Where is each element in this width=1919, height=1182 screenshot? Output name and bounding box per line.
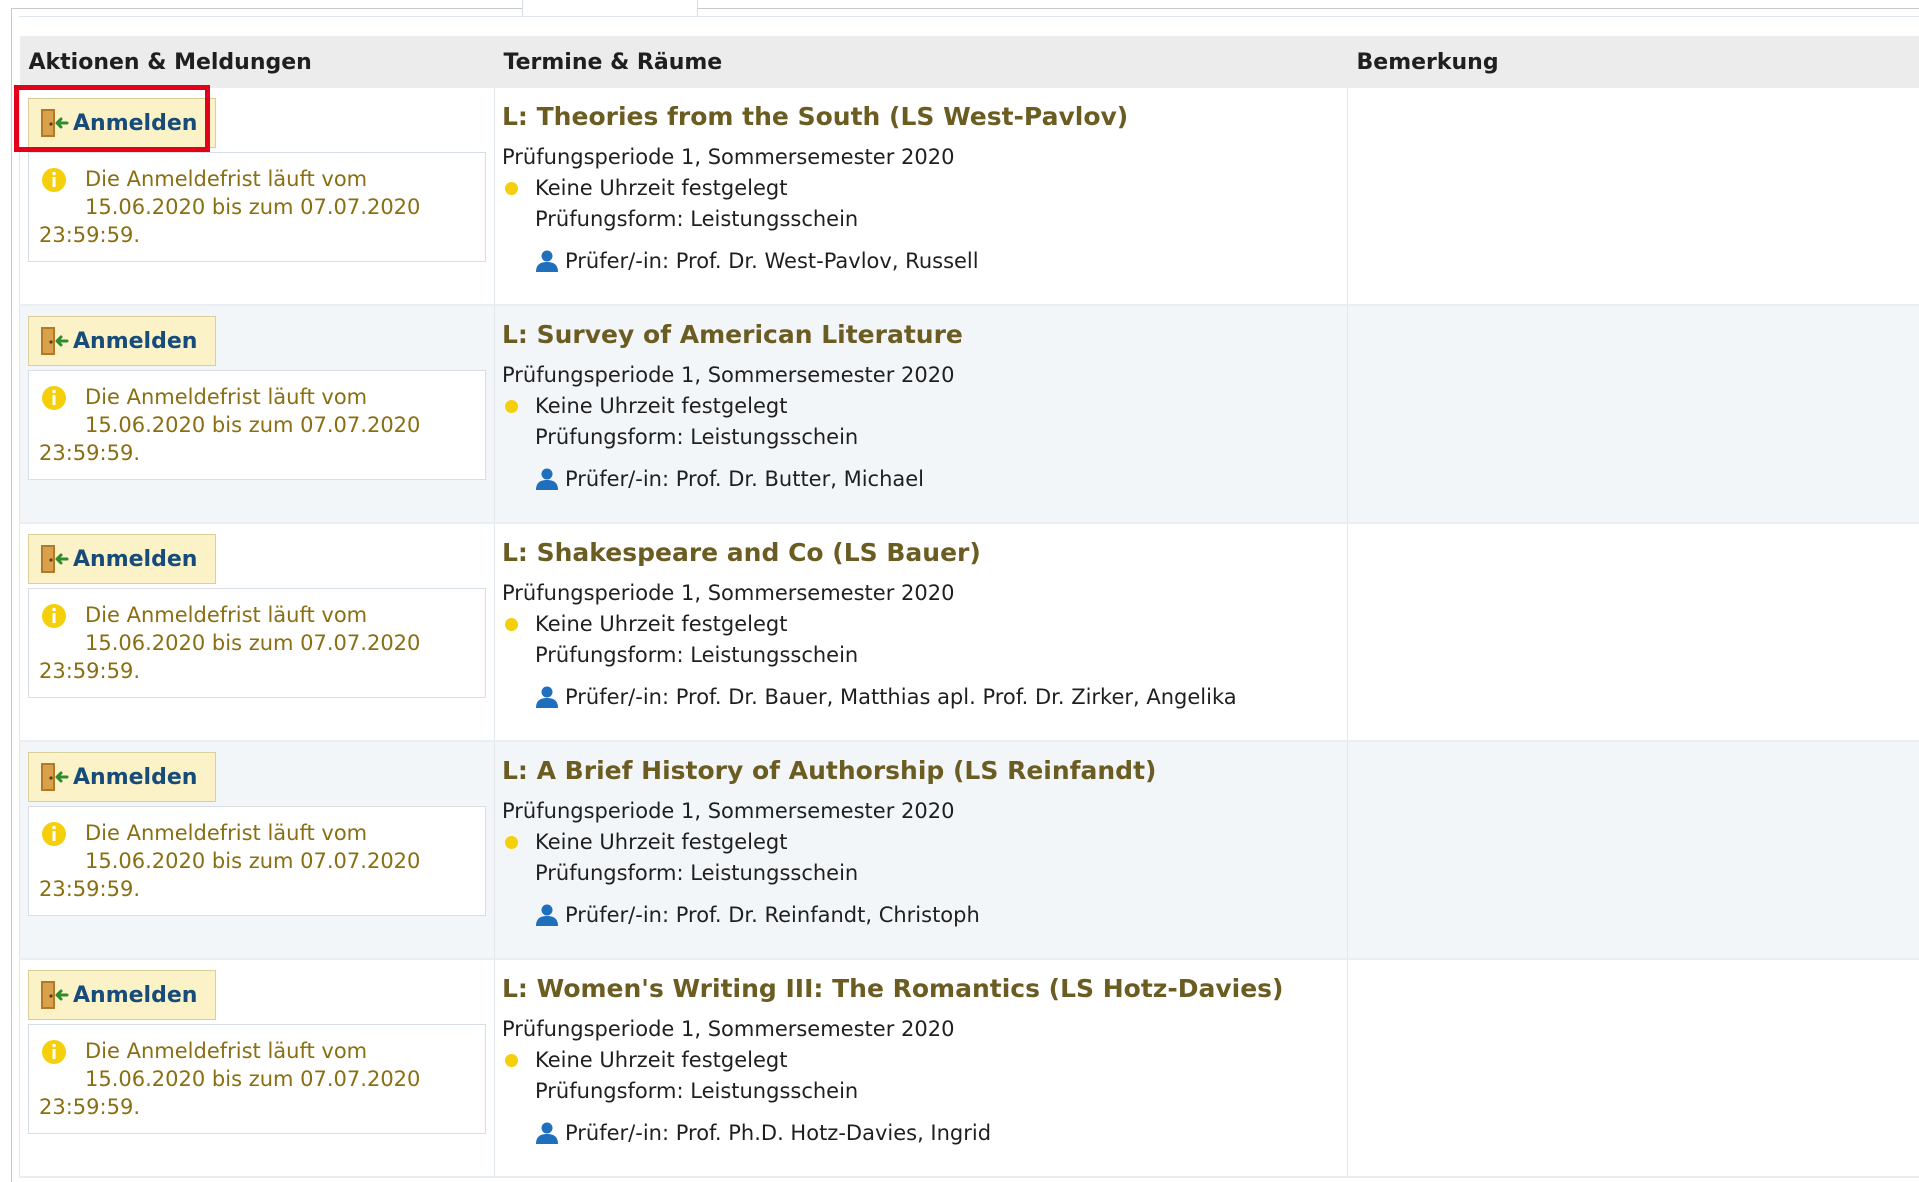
actions-cell (20, 523, 495, 741)
exam-form: Prüfungsform: Leistungsschein (535, 861, 859, 885)
exam-period: Prüfungsperiode 1, Sommersemester 2020 (502, 581, 955, 605)
register-button-label: Anmelden (73, 982, 198, 1008)
exam-form: Prüfungsform: Leistungsschein (535, 1079, 859, 1103)
remark-cell (1348, 88, 1919, 305)
actions-cell (20, 88, 495, 305)
notice-line-1: Die Anmeldefrist läuft vom (85, 167, 368, 191)
notice-line-1: Die Anmeldefrist läuft vom (85, 603, 368, 627)
person-icon (535, 903, 559, 927)
registration-notice (28, 152, 486, 262)
notice-line-3: 23:59:59. (39, 223, 140, 247)
exam-title: L: Shakespeare and Co (LS Bauer) (502, 538, 981, 567)
exam-examiner (502, 685, 1347, 709)
info-icon (41, 603, 67, 629)
dates-cell (495, 959, 1348, 1177)
register-button[interactable] (28, 98, 216, 148)
registration-notice (28, 370, 486, 480)
exam-time-text: Keine Uhrzeit festgelegt (535, 1048, 788, 1072)
exam-title: L: Theories from the South (LS West-Pavlov) (502, 102, 1129, 131)
dates-cell (495, 305, 1348, 523)
door-enter-icon (39, 107, 69, 139)
exam-title: L: Survey of American Literature (502, 320, 963, 349)
register-button-label: Anmelden (73, 764, 198, 790)
notice-line-1: Die Anmeldefrist läuft vom (85, 1039, 368, 1063)
exam-time-text: Keine Uhrzeit festgelegt (535, 612, 788, 636)
status-dot-icon (505, 400, 518, 413)
table-header-row (20, 36, 1919, 88)
register-button[interactable] (28, 970, 216, 1020)
exam-period: Prüfungsperiode 1, Sommersemester 2020 (502, 145, 955, 169)
exam-title: L: A Brief History of Authorship (LS Reinfandt) (502, 756, 1157, 785)
notice-line-2: 15.06.2020 bis zum 07.07.2020 (85, 413, 421, 437)
table-row (20, 305, 1919, 523)
table-row (20, 959, 1919, 1177)
dates-cell (495, 88, 1348, 305)
registration-notice (28, 588, 486, 698)
frame-border-top (11, 8, 1919, 9)
notice-line-1: Die Anmeldefrist läuft vom (85, 385, 368, 409)
remark-cell (1348, 959, 1919, 1177)
exam-examiner (502, 1121, 1347, 1145)
exam-form: Prüfungsform: Leistungsschein (535, 207, 859, 231)
notice-line-2: 15.06.2020 bis zum 07.07.2020 (85, 1067, 421, 1091)
examiner-text: Prüfer/-in: Prof. Ph.D. Hotz-Davies, Ingrid (565, 1121, 992, 1145)
person-icon (535, 249, 559, 273)
notice-line-3: 23:59:59. (39, 659, 140, 683)
exam-examiner (502, 903, 1347, 927)
register-button[interactable] (28, 534, 216, 584)
notice-line-3: 23:59:59. (39, 877, 140, 901)
notice-line-2: 15.06.2020 bis zum 07.07.2020 (85, 849, 421, 873)
remark-cell (1348, 523, 1919, 741)
notice-line-3: 23:59:59. (39, 441, 140, 465)
register-button-label: Anmelden (73, 110, 198, 136)
register-button[interactable] (28, 316, 216, 366)
remark-cell (1348, 741, 1919, 959)
door-enter-icon (39, 761, 69, 793)
exam-time (502, 391, 1347, 422)
registration-notice (28, 1024, 486, 1134)
register-button-label: Anmelden (73, 546, 198, 572)
status-dot-icon (505, 618, 518, 631)
exam-title: L: Women's Writing III: The Romantics (LS Hotz-Davies) (502, 974, 1284, 1003)
exam-form: Prüfungsform: Leistungsschein (535, 425, 859, 449)
actions-cell (20, 959, 495, 1177)
status-dot-icon (505, 182, 518, 195)
exam-examiner (502, 249, 1347, 273)
actions-cell (20, 741, 495, 959)
status-dot-icon (505, 1054, 518, 1067)
table-row (20, 88, 1919, 305)
examiner-text: Prüfer/-in: Prof. Dr. Bauer, Matthias apl. Prof. Dr. Zirker, Angelika (565, 685, 1237, 709)
exam-time-text: Keine Uhrzeit festgelegt (535, 394, 788, 418)
exam-time-text: Keine Uhrzeit festgelegt (535, 830, 788, 854)
door-enter-icon (39, 325, 69, 357)
register-button[interactable] (28, 752, 216, 802)
exam-form: Prüfungsform: Leistungsschein (535, 643, 859, 667)
person-icon (535, 467, 559, 491)
register-button-label: Anmelden (73, 328, 198, 354)
exam-time (502, 609, 1347, 640)
remark-cell (1348, 305, 1919, 523)
info-icon (41, 1039, 67, 1065)
header-remark: Bemerkung (1348, 36, 1919, 88)
actions-cell (20, 305, 495, 523)
door-enter-icon (39, 543, 69, 575)
person-icon (535, 1121, 559, 1145)
notice-line-3: 23:59:59. (39, 1095, 140, 1119)
examiner-text: Prüfer/-in: Prof. Dr. Reinfandt, Christoph (565, 903, 980, 927)
notice-line-2: 15.06.2020 bis zum 07.07.2020 (85, 631, 421, 655)
person-icon (535, 685, 559, 709)
table-row (20, 523, 1919, 741)
exam-period: Prüfungsperiode 1, Sommersemester 2020 (502, 799, 955, 823)
info-icon (41, 821, 67, 847)
header-dates-rooms: Termine & Räume (495, 36, 1348, 88)
examiner-text: Prüfer/-in: Prof. Dr. Butter, Michael (565, 467, 925, 491)
table-row (20, 741, 1919, 959)
dates-cell (495, 741, 1348, 959)
status-dot-icon (505, 836, 518, 849)
exam-time (502, 1045, 1347, 1076)
exam-examiner (502, 467, 1347, 491)
top-divider (19, 16, 1919, 17)
dates-cell (495, 523, 1348, 741)
exam-period: Prüfungsperiode 1, Sommersemester 2020 (502, 363, 955, 387)
frame-border-left (11, 8, 12, 1182)
registration-notice (28, 806, 486, 916)
info-icon (41, 167, 67, 193)
top-tab-stub (522, 0, 698, 17)
exam-time-text: Keine Uhrzeit festgelegt (535, 176, 788, 200)
header-actions: Aktionen & Meldungen (20, 36, 495, 88)
exam-time (502, 173, 1347, 204)
exam-table (19, 36, 1919, 1178)
info-icon (41, 385, 67, 411)
notice-line-2: 15.06.2020 bis zum 07.07.2020 (85, 195, 421, 219)
exam-period: Prüfungsperiode 1, Sommersemester 2020 (502, 1017, 955, 1041)
door-enter-icon (39, 979, 69, 1011)
exam-time (502, 827, 1347, 858)
examiner-text: Prüfer/-in: Prof. Dr. West-Pavlov, Russell (565, 249, 979, 273)
notice-line-1: Die Anmeldefrist läuft vom (85, 821, 368, 845)
